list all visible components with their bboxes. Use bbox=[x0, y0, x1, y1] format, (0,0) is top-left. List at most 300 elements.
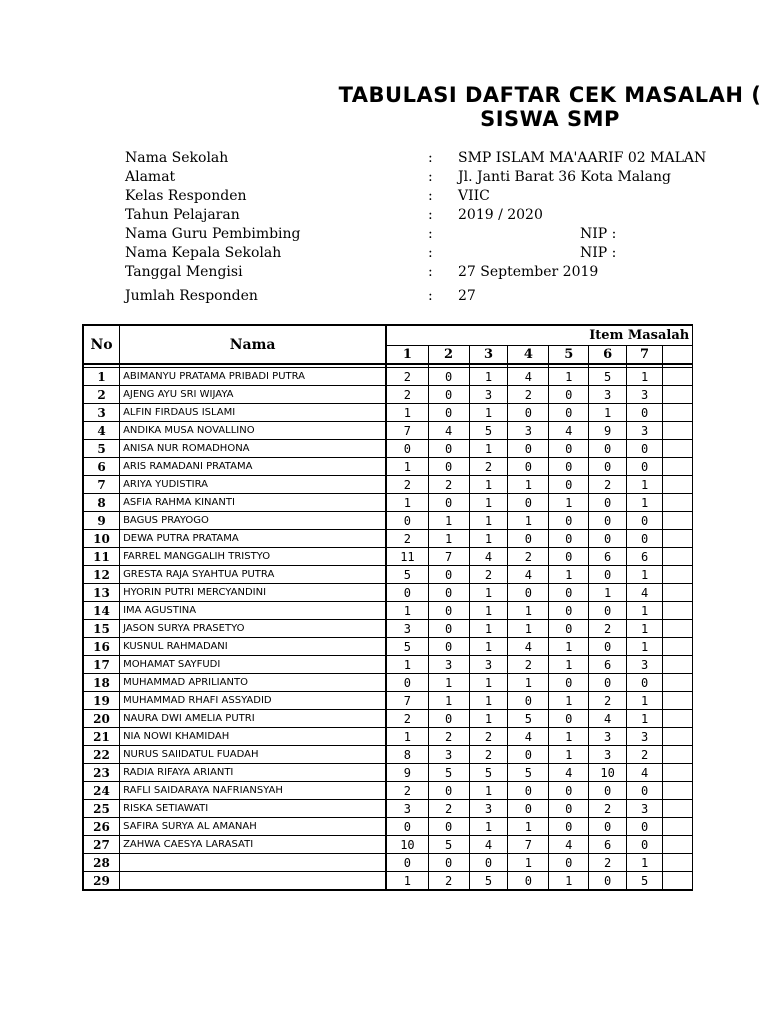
item-value-cell: 1 bbox=[469, 818, 508, 836]
info-colon: : bbox=[428, 226, 433, 242]
item-value-cell: 1 bbox=[469, 476, 508, 494]
student-name: GRESTA RAJA SYAHTUA PUTRA bbox=[120, 566, 387, 584]
header-item-number: 4 bbox=[508, 346, 549, 365]
item-value-cell-empty bbox=[663, 620, 693, 638]
row-number: 19 bbox=[83, 692, 120, 710]
item-value-cell: 0 bbox=[508, 800, 549, 818]
row-number: 14 bbox=[83, 602, 120, 620]
item-value-cell: 5 bbox=[508, 764, 549, 782]
item-value-cell: 1 bbox=[386, 494, 428, 512]
table-row bbox=[83, 728, 693, 746]
item-value-cell: 3 bbox=[428, 656, 469, 674]
item-value-cell: 3 bbox=[627, 800, 663, 818]
item-value-cell: 1 bbox=[508, 818, 549, 836]
student-name: MUHAMMAD RHAFI ASSYADID bbox=[120, 692, 387, 710]
table-row bbox=[83, 692, 693, 710]
info-value: Jl. Janti Barat 36 Kota Malang bbox=[458, 169, 671, 185]
item-value-cell: 0 bbox=[508, 404, 549, 422]
item-value-cell: 0 bbox=[627, 404, 663, 422]
item-value-cell: 0 bbox=[549, 674, 589, 692]
item-value-cell: 1 bbox=[469, 692, 508, 710]
item-value-cell: 2 bbox=[508, 548, 549, 566]
item-value-cell: 0 bbox=[428, 566, 469, 584]
item-value-cell: 0 bbox=[627, 512, 663, 530]
item-value-cell-empty bbox=[663, 458, 693, 476]
table-row bbox=[83, 818, 693, 836]
student-name: HYORIN PUTRI MERCYANDINI bbox=[120, 584, 387, 602]
info-label: Nama Guru Pembimbing bbox=[125, 226, 301, 242]
info-label: Tanggal Mengisi bbox=[125, 264, 243, 280]
row-number: 27 bbox=[83, 836, 120, 854]
item-value-cell: 0 bbox=[508, 692, 549, 710]
item-value-cell: 1 bbox=[627, 620, 663, 638]
row-number: 5 bbox=[83, 440, 120, 458]
item-value-cell: 1 bbox=[549, 638, 589, 656]
item-value-cell: 2 bbox=[469, 566, 508, 584]
item-value-cell-empty bbox=[663, 584, 693, 602]
item-value-cell: 0 bbox=[386, 440, 428, 458]
row-number: 16 bbox=[83, 638, 120, 656]
item-value-cell: 1 bbox=[469, 584, 508, 602]
item-value-cell-empty bbox=[663, 674, 693, 692]
table-row bbox=[83, 548, 693, 566]
item-value-cell: 3 bbox=[508, 422, 549, 440]
item-value-cell: 2 bbox=[589, 620, 627, 638]
table-row bbox=[83, 782, 693, 800]
item-value-cell: 1 bbox=[627, 692, 663, 710]
item-value-cell: 3 bbox=[627, 422, 663, 440]
table-row bbox=[83, 602, 693, 620]
item-value-cell: 0 bbox=[508, 440, 549, 458]
item-value-cell: 6 bbox=[627, 548, 663, 566]
student-name: KUSNUL RAHMADANI bbox=[120, 638, 387, 656]
table-row bbox=[83, 494, 693, 512]
student-name: MOHAMAT SAYFUDI bbox=[120, 656, 387, 674]
row-number: 11 bbox=[83, 548, 120, 566]
item-value-cell: 3 bbox=[386, 800, 428, 818]
item-value-cell-empty bbox=[663, 440, 693, 458]
item-value-cell: 0 bbox=[549, 782, 589, 800]
item-value-cell: 0 bbox=[549, 476, 589, 494]
item-value-cell: 1 bbox=[469, 602, 508, 620]
item-value-cell: 1 bbox=[469, 494, 508, 512]
item-value-cell: 1 bbox=[627, 476, 663, 494]
item-value-cell-empty bbox=[663, 836, 693, 854]
item-value-cell: 0 bbox=[428, 494, 469, 512]
item-value-cell: 0 bbox=[549, 512, 589, 530]
student-name: RISKA SETIAWATI bbox=[120, 800, 387, 818]
row-number: 29 bbox=[83, 872, 120, 891]
student-name: ANISA NUR ROMADHONA bbox=[120, 440, 387, 458]
item-value-cell: 5 bbox=[428, 836, 469, 854]
item-value-cell: 1 bbox=[549, 728, 589, 746]
row-number: 20 bbox=[83, 710, 120, 728]
info-label: Alamat bbox=[125, 169, 176, 185]
row-number: 23 bbox=[83, 764, 120, 782]
item-value-cell: 0 bbox=[589, 782, 627, 800]
item-value-cell: 1 bbox=[428, 512, 469, 530]
info-colon: : bbox=[428, 188, 433, 204]
item-value-cell: 3 bbox=[627, 656, 663, 674]
item-value-cell: 6 bbox=[589, 836, 627, 854]
item-value-cell: 1 bbox=[469, 404, 508, 422]
item-value-cell: 1 bbox=[549, 746, 589, 764]
item-value-cell-empty bbox=[663, 368, 693, 386]
item-value-cell-empty bbox=[663, 692, 693, 710]
row-number: 8 bbox=[83, 494, 120, 512]
student-name: NURUS SAIIDATUL FUADAH bbox=[120, 746, 387, 764]
item-value-cell: 1 bbox=[386, 872, 428, 891]
item-value-cell: 0 bbox=[508, 872, 549, 891]
item-value-cell-empty bbox=[663, 854, 693, 872]
row-number: 1 bbox=[83, 368, 120, 386]
item-value-cell: 0 bbox=[508, 746, 549, 764]
item-value-cell: 0 bbox=[549, 818, 589, 836]
student-name: ALFIN FIRDAUS ISLAMI bbox=[120, 404, 387, 422]
item-value-cell: 2 bbox=[589, 854, 627, 872]
document-subtitle: SISWA SMP bbox=[480, 107, 620, 131]
item-value-cell-empty bbox=[663, 566, 693, 584]
item-value-cell: 0 bbox=[428, 386, 469, 404]
header-item-number-empty bbox=[663, 346, 693, 365]
student-name: ASFIA RAHMA KINANTI bbox=[120, 494, 387, 512]
item-value-cell: 1 bbox=[469, 530, 508, 548]
item-value-cell: 4 bbox=[508, 728, 549, 746]
item-value-cell: 3 bbox=[386, 620, 428, 638]
item-value-cell-empty bbox=[663, 638, 693, 656]
row-number: 4 bbox=[83, 422, 120, 440]
header-item-number: 1 bbox=[386, 346, 428, 365]
item-value-cell: 2 bbox=[589, 800, 627, 818]
item-value-cell: 1 bbox=[386, 728, 428, 746]
item-value-cell: 3 bbox=[469, 386, 508, 404]
item-value-cell: 3 bbox=[589, 746, 627, 764]
item-value-cell: 0 bbox=[627, 782, 663, 800]
row-number: 13 bbox=[83, 584, 120, 602]
student-name: ANDIKA MUSA NOVALLINO bbox=[120, 422, 387, 440]
item-value-cell: 1 bbox=[627, 566, 663, 584]
item-value-cell: 1 bbox=[627, 602, 663, 620]
info-value: 27 bbox=[458, 288, 476, 304]
item-value-cell: 6 bbox=[589, 548, 627, 566]
info-nip: NIP : bbox=[580, 226, 617, 242]
item-value-cell: 7 bbox=[386, 692, 428, 710]
item-value-cell: 3 bbox=[589, 386, 627, 404]
item-value-cell: 2 bbox=[508, 656, 549, 674]
tabulation-table-container bbox=[82, 324, 693, 898]
item-value-cell: 2 bbox=[589, 476, 627, 494]
document-title: TABULASI DAFTAR CEK MASALAH ( bbox=[338, 83, 762, 107]
item-value-cell: 1 bbox=[386, 656, 428, 674]
item-value-cell: 1 bbox=[386, 602, 428, 620]
table-row bbox=[83, 710, 693, 728]
row-number: 28 bbox=[83, 854, 120, 872]
row-number: 9 bbox=[83, 512, 120, 530]
item-value-cell: 0 bbox=[549, 710, 589, 728]
info-colon: : bbox=[428, 264, 433, 280]
item-value-cell: 4 bbox=[469, 548, 508, 566]
row-number: 17 bbox=[83, 656, 120, 674]
item-value-cell: 4 bbox=[508, 638, 549, 656]
item-value-cell: 1 bbox=[508, 674, 549, 692]
item-value-cell: 1 bbox=[549, 656, 589, 674]
item-value-cell: 4 bbox=[627, 764, 663, 782]
item-value-cell: 0 bbox=[428, 404, 469, 422]
item-value-cell: 0 bbox=[428, 458, 469, 476]
item-value-cell-empty bbox=[663, 404, 693, 422]
item-value-cell: 0 bbox=[428, 584, 469, 602]
item-value-cell: 1 bbox=[469, 782, 508, 800]
row-number: 22 bbox=[83, 746, 120, 764]
table-row bbox=[83, 620, 693, 638]
info-colon: : bbox=[428, 169, 433, 185]
item-value-cell: 2 bbox=[469, 458, 508, 476]
item-value-cell: 0 bbox=[469, 854, 508, 872]
item-value-cell: 1 bbox=[469, 512, 508, 530]
table-row bbox=[83, 674, 693, 692]
student-name bbox=[120, 872, 387, 891]
item-value-cell: 0 bbox=[386, 584, 428, 602]
info-label: Jumlah Responden bbox=[125, 288, 258, 304]
item-value-cell: 0 bbox=[589, 494, 627, 512]
item-value-cell: 4 bbox=[549, 764, 589, 782]
item-value-cell: 5 bbox=[428, 764, 469, 782]
item-value-cell: 3 bbox=[627, 728, 663, 746]
item-value-cell-empty bbox=[663, 818, 693, 836]
table-row bbox=[83, 458, 693, 476]
item-value-cell: 3 bbox=[428, 746, 469, 764]
item-value-cell-empty bbox=[663, 782, 693, 800]
item-value-cell: 0 bbox=[428, 368, 469, 386]
item-value-cell: 9 bbox=[589, 422, 627, 440]
item-value-cell: 1 bbox=[627, 854, 663, 872]
item-value-cell-empty bbox=[663, 494, 693, 512]
item-value-cell: 0 bbox=[627, 458, 663, 476]
table-row bbox=[83, 764, 693, 782]
row-number: 18 bbox=[83, 674, 120, 692]
item-value-cell: 2 bbox=[469, 746, 508, 764]
header-item-number: 7 bbox=[627, 346, 663, 365]
item-value-cell: 4 bbox=[428, 422, 469, 440]
item-value-cell: 5 bbox=[386, 566, 428, 584]
item-value-cell: 1 bbox=[469, 440, 508, 458]
info-colon: : bbox=[428, 288, 433, 304]
item-value-cell: 0 bbox=[549, 584, 589, 602]
table-row bbox=[83, 854, 693, 872]
item-value-cell: 0 bbox=[428, 818, 469, 836]
item-value-cell: 1 bbox=[386, 458, 428, 476]
item-value-cell: 2 bbox=[469, 728, 508, 746]
item-value-cell: 9 bbox=[386, 764, 428, 782]
header-nama: Nama bbox=[120, 325, 387, 364]
row-number: 6 bbox=[83, 458, 120, 476]
item-value-cell: 1 bbox=[589, 584, 627, 602]
item-value-cell: 3 bbox=[627, 386, 663, 404]
item-value-cell: 6 bbox=[589, 656, 627, 674]
item-value-cell: 0 bbox=[508, 458, 549, 476]
item-value-cell: 2 bbox=[386, 530, 428, 548]
item-value-cell: 0 bbox=[549, 854, 589, 872]
item-value-cell: 0 bbox=[508, 584, 549, 602]
student-name: NAURA DWI AMELIA PUTRI bbox=[120, 710, 387, 728]
item-value-cell-empty bbox=[663, 764, 693, 782]
table-row bbox=[83, 422, 693, 440]
item-value-cell: 10 bbox=[386, 836, 428, 854]
item-value-cell: 1 bbox=[549, 566, 589, 584]
student-name: JASON SURYA PRASETYO bbox=[120, 620, 387, 638]
item-value-cell-empty bbox=[663, 386, 693, 404]
row-number: 3 bbox=[83, 404, 120, 422]
table-row bbox=[83, 638, 693, 656]
item-value-cell: 2 bbox=[627, 746, 663, 764]
student-name: IMA AGUSTINA bbox=[120, 602, 387, 620]
table-row bbox=[83, 368, 693, 386]
header-item-number: 6 bbox=[589, 346, 627, 365]
header-item-number: 3 bbox=[469, 346, 508, 365]
item-value-cell: 0 bbox=[428, 854, 469, 872]
table-row bbox=[83, 746, 693, 764]
item-value-cell: 4 bbox=[549, 422, 589, 440]
student-name: ABIMANYU PRATAMA PRIBADI PUTRA bbox=[120, 368, 387, 386]
table-row bbox=[83, 800, 693, 818]
item-value-cell: 0 bbox=[549, 458, 589, 476]
item-value-cell-empty bbox=[663, 710, 693, 728]
item-value-cell: 0 bbox=[549, 800, 589, 818]
info-nip: NIP : bbox=[580, 245, 617, 261]
row-number: 10 bbox=[83, 530, 120, 548]
item-value-cell: 0 bbox=[549, 440, 589, 458]
table-body bbox=[83, 364, 693, 890]
item-value-cell: 2 bbox=[508, 386, 549, 404]
item-value-cell: 0 bbox=[589, 818, 627, 836]
item-value-cell: 2 bbox=[428, 476, 469, 494]
header-item-number: 5 bbox=[549, 346, 589, 365]
item-value-cell: 0 bbox=[589, 458, 627, 476]
item-value-cell: 11 bbox=[386, 548, 428, 566]
item-value-cell: 2 bbox=[428, 872, 469, 891]
item-value-cell: 7 bbox=[386, 422, 428, 440]
item-value-cell: 7 bbox=[428, 548, 469, 566]
item-value-cell-empty bbox=[663, 800, 693, 818]
table-row bbox=[83, 530, 693, 548]
item-value-cell: 5 bbox=[386, 638, 428, 656]
row-number: 2 bbox=[83, 386, 120, 404]
header-item-number: 2 bbox=[428, 346, 469, 365]
item-value-cell-empty bbox=[663, 422, 693, 440]
info-label: Tahun Pelajaran bbox=[125, 207, 240, 223]
item-value-cell: 1 bbox=[627, 494, 663, 512]
item-value-cell: 0 bbox=[589, 638, 627, 656]
item-value-cell: 2 bbox=[386, 386, 428, 404]
item-value-cell: 0 bbox=[589, 512, 627, 530]
info-label: Nama Kepala Sekolah bbox=[125, 245, 282, 261]
item-value-cell: 0 bbox=[428, 710, 469, 728]
item-value-cell: 0 bbox=[627, 836, 663, 854]
student-name bbox=[120, 854, 387, 872]
item-value-cell: 1 bbox=[627, 710, 663, 728]
item-value-cell: 5 bbox=[469, 422, 508, 440]
item-value-cell: 4 bbox=[469, 836, 508, 854]
item-value-cell: 1 bbox=[549, 872, 589, 891]
table-row bbox=[83, 584, 693, 602]
table-row bbox=[83, 836, 693, 854]
item-value-cell: 2 bbox=[428, 800, 469, 818]
item-value-cell: 5 bbox=[589, 368, 627, 386]
item-value-cell: 0 bbox=[627, 530, 663, 548]
item-value-cell: 4 bbox=[627, 584, 663, 602]
student-name: ARIS RAMADANI PRATAMA bbox=[120, 458, 387, 476]
item-value-cell: 1 bbox=[508, 512, 549, 530]
item-value-cell: 2 bbox=[386, 476, 428, 494]
item-value-cell-empty bbox=[663, 548, 693, 566]
item-value-cell: 0 bbox=[428, 782, 469, 800]
item-value-cell: 0 bbox=[386, 674, 428, 692]
item-value-cell-empty bbox=[663, 656, 693, 674]
item-value-cell: 0 bbox=[549, 602, 589, 620]
info-value: SMP ISLAM MA'AARIF 02 MALAN bbox=[458, 150, 707, 166]
item-value-cell: 2 bbox=[428, 728, 469, 746]
header-no: No bbox=[83, 325, 120, 364]
item-value-cell-empty bbox=[663, 602, 693, 620]
item-value-cell: 0 bbox=[549, 386, 589, 404]
item-value-cell: 4 bbox=[508, 566, 549, 584]
item-value-cell: 0 bbox=[428, 638, 469, 656]
item-value-cell-empty bbox=[663, 872, 693, 891]
table-row bbox=[83, 476, 693, 494]
item-value-cell: 1 bbox=[469, 710, 508, 728]
item-value-cell: 2 bbox=[589, 692, 627, 710]
item-value-cell: 1 bbox=[549, 368, 589, 386]
student-name: ARIYA YUDISTIRA bbox=[120, 476, 387, 494]
item-value-cell: 0 bbox=[589, 566, 627, 584]
info-colon: : bbox=[428, 150, 433, 166]
row-number: 26 bbox=[83, 818, 120, 836]
row-number: 7 bbox=[83, 476, 120, 494]
item-value-cell: 8 bbox=[386, 746, 428, 764]
item-value-cell: 7 bbox=[508, 836, 549, 854]
item-value-cell: 5 bbox=[469, 872, 508, 891]
row-number: 12 bbox=[83, 566, 120, 584]
item-value-cell: 0 bbox=[549, 404, 589, 422]
student-name: ZAHWA CAESYA LARASATI bbox=[120, 836, 387, 854]
table-row bbox=[83, 566, 693, 584]
item-value-cell: 10 bbox=[589, 764, 627, 782]
row-number: 24 bbox=[83, 782, 120, 800]
item-value-cell: 4 bbox=[589, 710, 627, 728]
student-name: MUHAMMAD APRILIANTO bbox=[120, 674, 387, 692]
item-value-cell: 1 bbox=[428, 530, 469, 548]
table-row bbox=[83, 404, 693, 422]
row-number: 21 bbox=[83, 728, 120, 746]
student-name: DEWA PUTRA PRATAMA bbox=[120, 530, 387, 548]
student-name: FARREL MANGGALIH TRISTYO bbox=[120, 548, 387, 566]
info-label: Nama Sekolah bbox=[125, 150, 229, 166]
item-value-cell: 0 bbox=[589, 440, 627, 458]
info-colon: : bbox=[428, 245, 433, 261]
tabulation-table bbox=[82, 324, 693, 891]
item-value-cell: 4 bbox=[508, 368, 549, 386]
item-value-cell: 1 bbox=[549, 494, 589, 512]
info-value: VIIC bbox=[458, 188, 490, 204]
item-value-cell: 0 bbox=[589, 602, 627, 620]
item-value-cell: 0 bbox=[549, 620, 589, 638]
item-value-cell: 0 bbox=[386, 818, 428, 836]
item-value-cell: 0 bbox=[549, 530, 589, 548]
item-value-cell: 3 bbox=[469, 656, 508, 674]
item-value-cell-empty bbox=[663, 512, 693, 530]
item-value-cell: 1 bbox=[428, 692, 469, 710]
item-value-cell: 5 bbox=[508, 710, 549, 728]
